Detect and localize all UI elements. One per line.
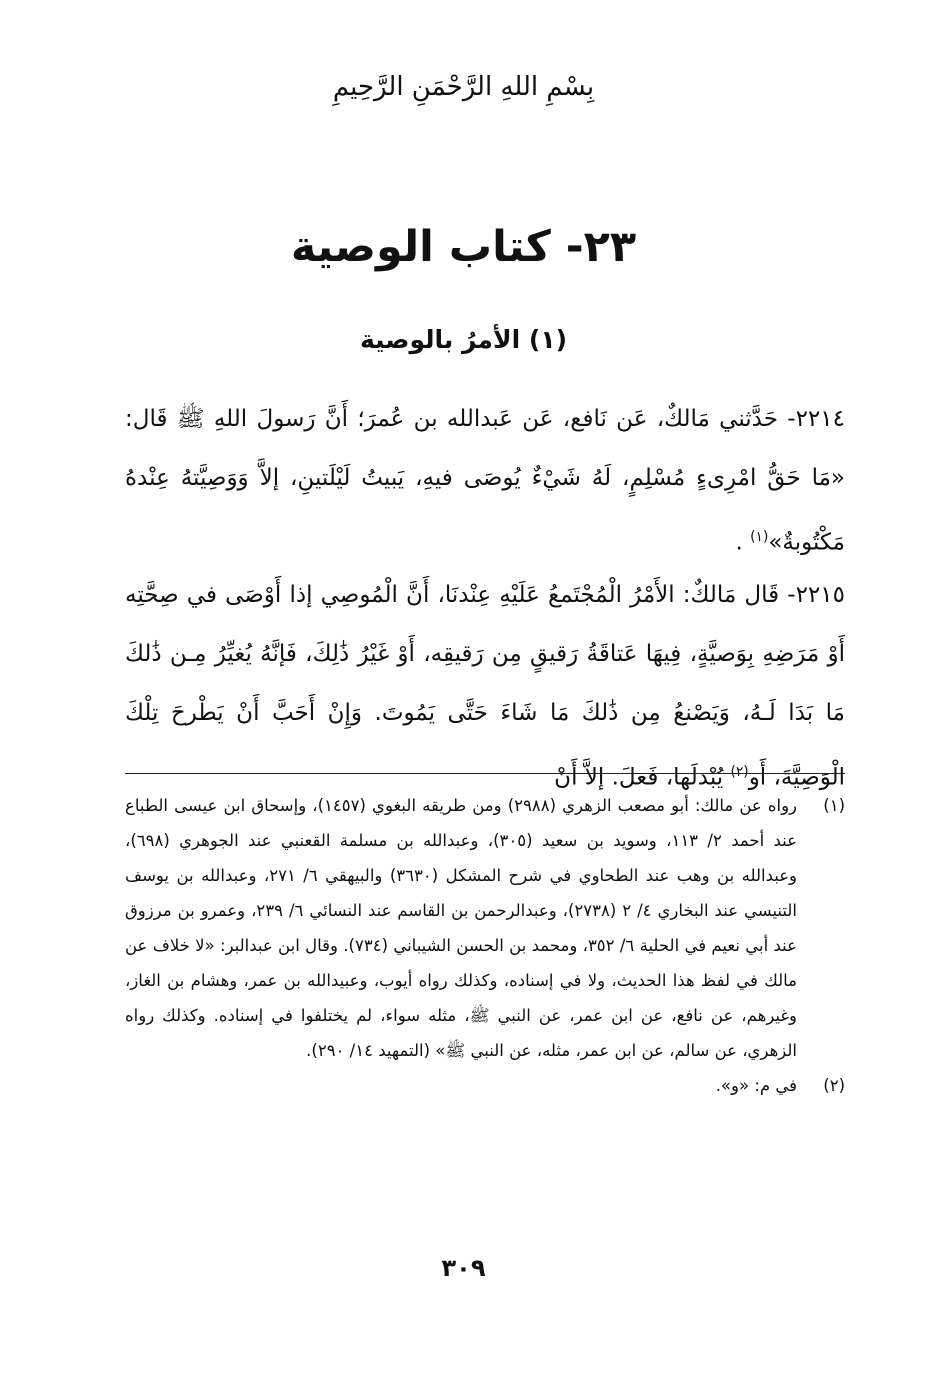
- footnote-number: (٢): [823, 1076, 845, 1095]
- footnote-text: في م: «و».: [715, 1076, 797, 1095]
- paragraph-text: ٢٢١٥- قَال مَالكٌ: الأَمْرُ الْمُجْتَمعُ عَلَيْهِ عِنْدنَا، أَنَّ الْمُوصِي إذا أَوْصَى في صِحَّتِه أَوْ مَرَضِهِ بِوَصيَّةٍ، فِيهَا عَتاقَةُ رَقيقٍ مِن رَقيقِه، أَوْ غَيْرُ ذَٰلِكَ، فَإنَّهُ يُغيِّرُ مِـن ذَٰلكَ مَا بَدَا لَـهُ، وَيَصْنعُ مِن ذَٰلكَ مَا شَاءَ حَتَّى يَمُوتَ. وَإِنْ أَحَبَّ أَنْ يَطْرحَ تِلْكَ الْوَصِيَّةَ، أَو: [125, 582, 845, 791]
- section-title: (١) الأمرُ بالوصية: [359, 325, 568, 354]
- hadith-paragraph-2215: [125, 566, 845, 808]
- footnote-ref: (١): [750, 529, 769, 545]
- footnote-text: رواه عن مالك: أبو مصعب الزهري (٢٩٨٨) ومن طريقه البغوي (١٤٥٧)، وإسحاق ابن عيسى الطباع عند أحمد ٢/ ١١٣، وسويد بن سعيد (٣٠٥)، وعبدالله بن مسلمة القعنبي عند الجوهري (٦٩٨)، وعبدالله بن وهب عند الطحاوي في شرح المشكل (٣٦٣٠) والبيهقي ٦/ ٢٧١، وعبدالله بن يوسف التنيسي عند البخاري ٤/ ٢ (٢٧٣٨)، وعبدالرحمن بن القاسم عند النسائي ٦/ ٢٣٩، وعمرو بن مرزوق عند أبي نعيم في الحلية ٦/ ٣٥٢، ومحمد بن الحسن الشيباني (٧٣٤). وقال ابن عبدالبر: «لا خلاف عن مالك في لفظ هذا الحديث، ولا في إسناده، وكذلك رواه أيوب، وعبيدالله بن عمر، وهشام بن الغاز، وغيرهم، عن نافع، عن ابن عمر، عن النبي ﷺ، مثله سواء، لم يختلفوا في إسناده. وكذلك رواه الزهري، عن سالم، عن ابن عمر، مثله، عن النبي ﷺ» (التمهيد ١٤/ ٢٩٠).: [125, 796, 798, 1060]
- chapter-title: ٢٣- كتاب الوصية: [290, 222, 637, 272]
- paragraph-tail: .: [735, 529, 751, 556]
- footnote-1: [125, 788, 845, 1068]
- page-number: ٣٠٩: [441, 1254, 486, 1282]
- footnote-2: [125, 1068, 845, 1103]
- footnote-number: (١): [823, 796, 845, 815]
- basmala-header: بِسْمِ اللهِ الرَّحْمَنِ الرَّحِيمِ: [332, 72, 595, 102]
- paragraph-tail: يُبْدلَها، فَعلَ. إلاَّ أَنْ: [554, 764, 731, 791]
- footnotes: [125, 788, 845, 1103]
- footnote-ref: (٢): [730, 764, 749, 780]
- paragraph-text: ٢٢١٤- حَدَّثني مَالكٌ، عَن نَافع، عَن عَبدالله بن عُمرَ؛ أَنَّ رَسولَ اللهِ ﷺ قَال: «مَا حَقُّ امْرِىءٍ مُسْلِمٍ، لَهُ شَيْءٌ يُوصَى فيهِ، يَبيتُ لَيْلَتينِ، إلاَّ وَوَصِيَّتهُ عِنْدهُ مَكْتُوبةٌ»: [125, 406, 845, 556]
- footnote-divider: [125, 773, 845, 774]
- hadith-paragraph-2214: [125, 390, 845, 573]
